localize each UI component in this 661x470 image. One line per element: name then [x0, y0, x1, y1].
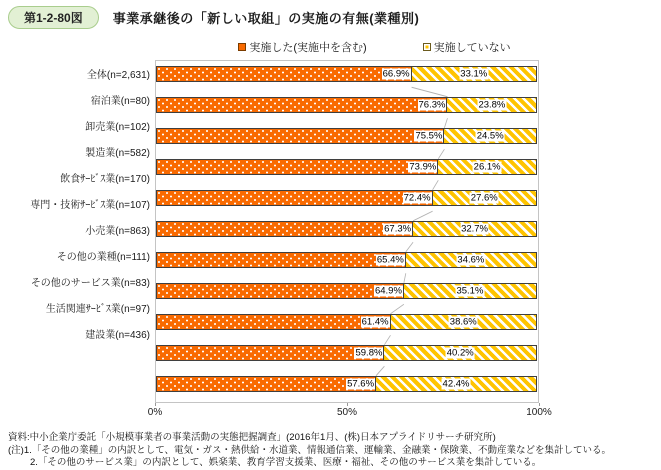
bar-row [156, 128, 538, 154]
bar-segment-implemented [156, 97, 447, 113]
value-label-not-implemented: 26.1% [473, 161, 501, 173]
value-label-not-implemented: 27.6% [470, 192, 498, 204]
bar-row [156, 252, 538, 278]
bar-row [156, 159, 538, 185]
bar-segment-not-implemented [405, 252, 537, 268]
page-title: 事業承継後の「新しい取組」の実施の有無(業種別) [112, 11, 420, 26]
category-label: 飲食ｻｰﾋﾞｽ業(n=170) [60, 173, 150, 185]
value-label-not-implemented: 35.1% [456, 285, 484, 297]
legend-label-implemented: 実施した(実施中を含む) [249, 42, 367, 54]
bar-row [156, 97, 538, 123]
bar-segment-not-implemented [443, 128, 537, 144]
x-tick-mark [539, 403, 540, 406]
bar-segment-implemented [156, 376, 376, 392]
value-label-implemented: 76.3% [418, 99, 446, 111]
x-tick-label-50: 50% [336, 407, 358, 418]
value-label-not-implemented: 33.1% [460, 68, 488, 80]
bar-segment-not-implemented [446, 97, 537, 113]
figure-number-badge: 第1-2-80図 [8, 6, 99, 29]
legend [0, 39, 661, 55]
category-label: 専門・技術ｻｰﾋﾞｽ業(n=107) [30, 199, 150, 211]
plot-area [155, 60, 539, 403]
bar-row [156, 190, 538, 216]
value-label-implemented: 75.5% [415, 130, 443, 142]
category-label: 建設業(n=436) [85, 329, 150, 341]
category-label: 全体(n=2,631) [86, 69, 150, 81]
value-label-implemented: 73.9% [409, 161, 437, 173]
bar-segment-not-implemented [412, 221, 537, 237]
bar-segment-implemented [156, 221, 413, 237]
value-label-implemented: 61.4% [361, 316, 389, 328]
value-label-not-implemented: 32.7% [461, 223, 488, 235]
bar-segment-not-implemented [390, 314, 537, 330]
category-label: 卸売業(n=102) [85, 121, 150, 133]
value-label-implemented: 72.4% [403, 192, 431, 204]
footnotes [8, 432, 661, 470]
value-label-not-implemented: 38.6% [449, 316, 477, 328]
value-label-not-implemented: 40.2% [446, 347, 474, 359]
header [0, 0, 661, 29]
bar-row [156, 376, 538, 402]
stacked-bar-chart [0, 60, 661, 403]
not-implemented-swatch-icon [423, 43, 431, 51]
category-label: 製造業(n=582) [85, 147, 150, 159]
value-label-not-implemented: 34.6% [457, 254, 485, 266]
value-label-implemented: 67.3% [384, 223, 412, 235]
bar-segment-not-implemented [437, 159, 537, 175]
bar-segment-not-implemented [403, 283, 537, 299]
category-label: 宿泊業(n=80) [90, 95, 150, 107]
bar-row [156, 66, 538, 92]
bar-row [156, 314, 538, 340]
plot-rows [156, 66, 538, 402]
value-label-not-implemented: 23.8% [478, 99, 506, 111]
bar-segment-implemented [156, 190, 433, 206]
value-label-not-implemented: 24.5% [476, 130, 504, 142]
value-label-implemented: 64.9% [374, 285, 402, 297]
x-axis [147, 403, 552, 423]
bar-segment-implemented [156, 314, 391, 330]
x-tick-mark [155, 403, 156, 406]
x-tick-label-0: 0% [147, 407, 163, 418]
category-labels [0, 60, 155, 403]
category-label: その他のサービス業(n=83) [30, 277, 150, 289]
category-label: その他の業種(n=111) [56, 251, 150, 263]
bar-row [156, 221, 538, 247]
bar-row [156, 345, 538, 371]
value-label-implemented: 57.6% [347, 378, 375, 390]
legend-item-not-implemented [423, 39, 511, 55]
legend-label-not-implemented: 実施していない [433, 42, 511, 54]
value-label-not-implemented: 42.4% [442, 378, 470, 390]
value-label-implemented: 66.9% [382, 68, 410, 80]
footnote-2: 2.「その他のサービス業」の内訳として、娯楽業、教育学習支援業、医療・福祉、その他のサービス業を集計している。 [30, 457, 542, 468]
category-label: 生活関連ｻｰﾋﾞｽ業(n=97) [45, 303, 150, 315]
bar-segment-not-implemented [432, 190, 537, 206]
x-tick-label-100: 100% [526, 407, 552, 418]
x-tick-mark [347, 403, 348, 406]
legend-item-implemented [238, 39, 366, 55]
category-label: 小売業(n=863) [85, 225, 150, 237]
bar-segment-implemented [156, 252, 406, 268]
bar-segment-implemented [156, 66, 412, 82]
value-label-implemented: 59.8% [355, 347, 383, 359]
bar-row [156, 283, 538, 309]
source-note: 資料:中小企業庁委託「小規模事業者の事業活動の実態把握調査」(2016年1月、(株)日本アプライドリサーチ研究所) [8, 432, 496, 443]
bar-segment-implemented [156, 345, 384, 361]
bar-segment-not-implemented [375, 376, 537, 392]
bar-segment-implemented [156, 283, 404, 299]
bar-segment-implemented [156, 128, 444, 144]
bar-segment-implemented [156, 159, 438, 175]
bar-segment-not-implemented [411, 66, 537, 82]
footnote-1: (注)1.「その他の業種」の内訳として、電気・ガス・熱供給・水道業、情報通信業、運輸業、金融業・保険業、不動産業などを集計している。 [8, 444, 612, 456]
value-label-implemented: 65.4% [376, 254, 404, 266]
bar-segment-not-implemented [383, 345, 537, 361]
implemented-swatch-icon [238, 43, 246, 51]
